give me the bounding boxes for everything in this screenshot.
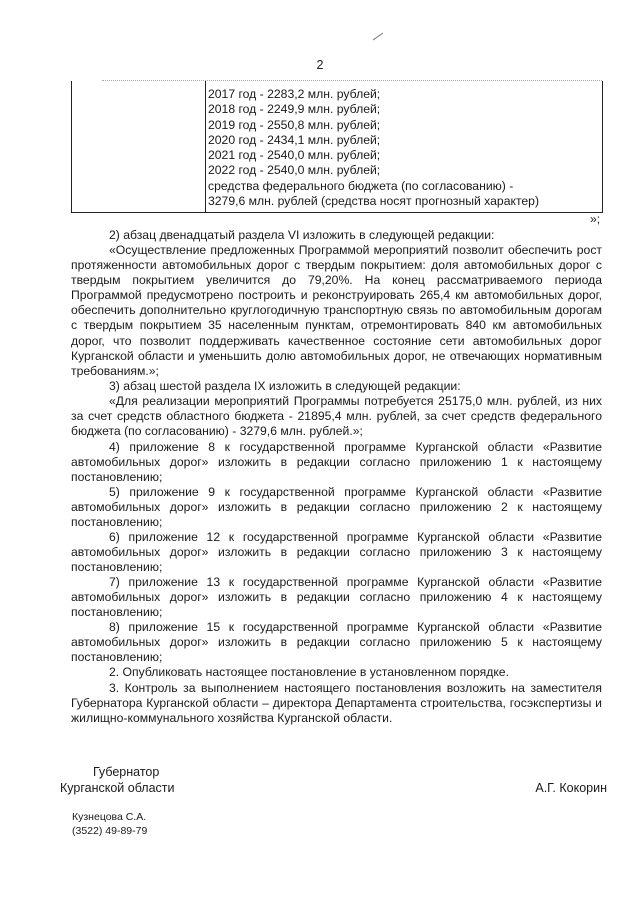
paragraph-publish <box>71 665 602 680</box>
paragraph-item-3 <box>71 379 602 394</box>
table-cell-line: 3279,6 млн. рублей (средства носят прогнозный характер) <box>208 194 540 209</box>
signatory-name: А.Г. Кокорин <box>535 781 607 795</box>
paragraph-text: 6) приложение 12 к государственной программе Курганской области «Развитие автомобильных дорог» изложить в редакции согласно приложению 3 к настоящему постановлению; <box>71 530 602 575</box>
table-cut-edge <box>102 80 602 81</box>
signatory-title <box>60 765 175 796</box>
table-column-divider <box>205 81 206 212</box>
table-cell-line: средства федерального бюджета (по согласованию) - <box>208 178 514 193</box>
paragraph-control <box>71 681 602 726</box>
table-closing-quote: »; <box>590 212 601 226</box>
paragraph-item-7 <box>71 575 602 620</box>
paragraph-text: «Для реализации мероприятий Программы потребуется 25175,0 млн. рублей, из них за счет средств областного бюджета - 21895,4 млн. рублей, за счет средств федерального бюджета (по согласованию) - 3279,6 млн. рублей.»; <box>71 394 602 439</box>
paragraph-text: 4) приложение 8 к государственной программе Курганской области «Развитие автомобильных дорог» изложить в редакции согласно приложению 1 к настоящему постановлению; <box>71 440 602 485</box>
paragraph-item-4 <box>71 440 602 485</box>
table-cell-line: 2018 год - 2249,9 млн. рублей; <box>208 102 381 117</box>
pen-mark <box>373 33 383 41</box>
table-cell-line: 2019 год - 2550,8 млн. рублей; <box>208 117 381 132</box>
funding-table-cell <box>208 87 598 209</box>
executor-contact <box>72 811 147 838</box>
table-cell-line: 2022 год - 2540,0 млн. рублей; <box>208 163 381 178</box>
paragraph-item-5 <box>71 485 602 530</box>
paragraph-text: 5) приложение 9 к государственной программе Курганской области «Развитие автомобильных дорог» изложить в редакции согласно приложению 2 к настоящему постановлению; <box>71 485 602 530</box>
paragraph-item-6 <box>71 530 602 575</box>
paragraph-item-2 <box>71 228 602 243</box>
paragraph-quote-section-9 <box>71 394 602 439</box>
paragraph-text: 2. Опубликовать настоящее постановление в установленном порядке. <box>109 665 509 679</box>
table-cell-line: 2017 год - 2283,2 млн. рублей; <box>208 87 381 101</box>
paragraph-text: 7) приложение 13 к государственной программе Курганской области «Развитие автомобильных дорог» изложить в редакции согласно приложению 4 к настоящему постановлению; <box>71 575 602 620</box>
executor-name: Кузнецова С.А. <box>72 811 147 823</box>
executor-phone: (3522) 49-89-79 <box>72 824 148 837</box>
table-cell-line: 2021 год - 2540,0 млн. рублей; <box>208 148 381 163</box>
paragraph-text: 3. Контроль за выполнением настоящего постановления возложить на заместителя Губернатора Курганской области – директора Департамента строительства, госэкспертизы и жилищно-коммунального хозяйства Курганской области. <box>71 681 602 726</box>
signatory-title-line1: Губернатор <box>93 765 160 779</box>
paragraph-text: 3) абзац шестой раздела IX изложить в следующей редакции: <box>109 379 461 393</box>
signatory-title-line2: Курганской области <box>60 780 175 795</box>
paragraph-text: 2) абзац двенадцатый раздела VI изложить в следующей редакции: <box>109 228 495 242</box>
paragraph-item-8 <box>71 620 602 665</box>
paragraph-text: 8) приложение 15 к государственной программе Курганской области «Развитие автомобильных дорог» изложить в редакции согласно приложению 5 к настоящему постановлению; <box>71 620 602 665</box>
paragraph-quote-section-6 <box>71 243 602 379</box>
paragraph-text: «Осуществление предложенных Программой мероприятий позволит обеспечить рост протяженности автомобильных дорог с твердым покрытием: доля автомобильных дорог с твердым покрытием увеличится до 79,20%. На конец рассматриваемого периода Программой предусмотрено построить и реконструировать 265,4 км автомобильных дорог, обеспечить дополнительно круглогодичную транспортную связь по автомобильным дорогам с твердым покрытием 35 населенным пунктам, отремонтировать 840 км автомобильных дорог, что позволит поддерживать качественное состояние сети автомобильных дорог Курганской области и уменьшить долю автомобильных дорог, не отвечающих нормативным требованиям.»; <box>71 243 602 378</box>
table-cell-line: 2020 год - 2434,1 млн. рублей; <box>208 132 381 147</box>
page-number: 2 <box>316 58 324 72</box>
